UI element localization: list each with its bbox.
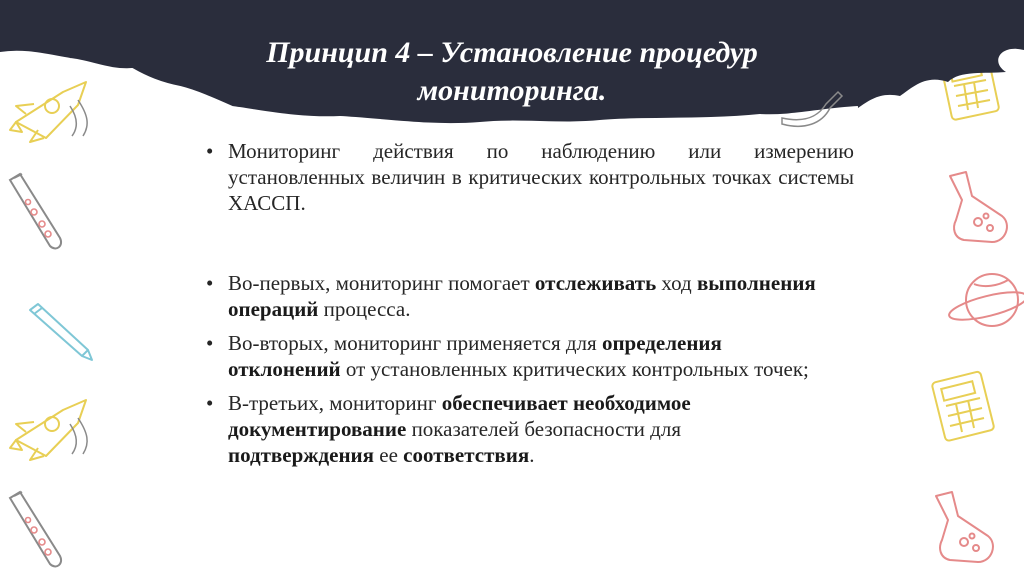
bullet-marker: • xyxy=(206,331,214,355)
bullet-text-bold: определения отклонений xyxy=(228,331,722,381)
flask-icon xyxy=(930,490,1010,570)
rocket-icon xyxy=(8,388,98,463)
bullet-text: Мониторинг действия по наблюдению или измерению установленных величин в критических контрольных точках системы ХАССП. xyxy=(228,139,854,215)
bullet-text: ее xyxy=(374,443,404,467)
list-item xyxy=(204,330,828,382)
bullet-text-bold: отслеживать xyxy=(534,271,657,295)
bullet-text: Во-первых, мониторинг помогает xyxy=(228,271,535,295)
bullet-marker: • xyxy=(206,391,214,415)
pencil-icon xyxy=(26,302,98,364)
bullet-text: показателей безопасности для xyxy=(406,417,681,441)
bullet-text: процесса. xyxy=(318,297,411,321)
calculator-icon xyxy=(930,370,1000,446)
bullet-text-bold: подтверждения xyxy=(228,443,375,467)
list-item xyxy=(204,390,828,468)
title-banner xyxy=(0,0,1024,150)
test-tube-icon xyxy=(4,172,64,252)
bullet-text-bold: обеспечивает необходимое документирование xyxy=(228,391,691,441)
flask-icon xyxy=(944,170,1016,250)
bullet-marker: • xyxy=(206,271,214,295)
planet-icon xyxy=(944,262,1024,338)
title-line-2: мониторинга. xyxy=(417,74,607,107)
list-item xyxy=(204,270,828,322)
bullet-text-bold: соответствия xyxy=(403,443,530,467)
bullet-text: ход xyxy=(656,271,697,295)
bullet-list xyxy=(204,138,854,468)
page-title xyxy=(170,34,854,110)
title-line-1: Принцип 4 – Установление процедур xyxy=(266,36,758,69)
list-item xyxy=(204,138,854,216)
bullet-text-bold: выполнения операций xyxy=(228,271,816,321)
bullet-text: Во-вторых, мониторинг применяется для xyxy=(228,331,602,355)
test-tube-icon xyxy=(4,490,64,570)
bullet-text: от установленных критических контрольных точек; xyxy=(340,357,809,381)
bullet-text: . xyxy=(529,443,535,467)
content-area xyxy=(204,138,854,468)
bullet-text: В-третьих, мониторинг xyxy=(228,391,442,415)
bullet-marker: • xyxy=(206,139,214,163)
